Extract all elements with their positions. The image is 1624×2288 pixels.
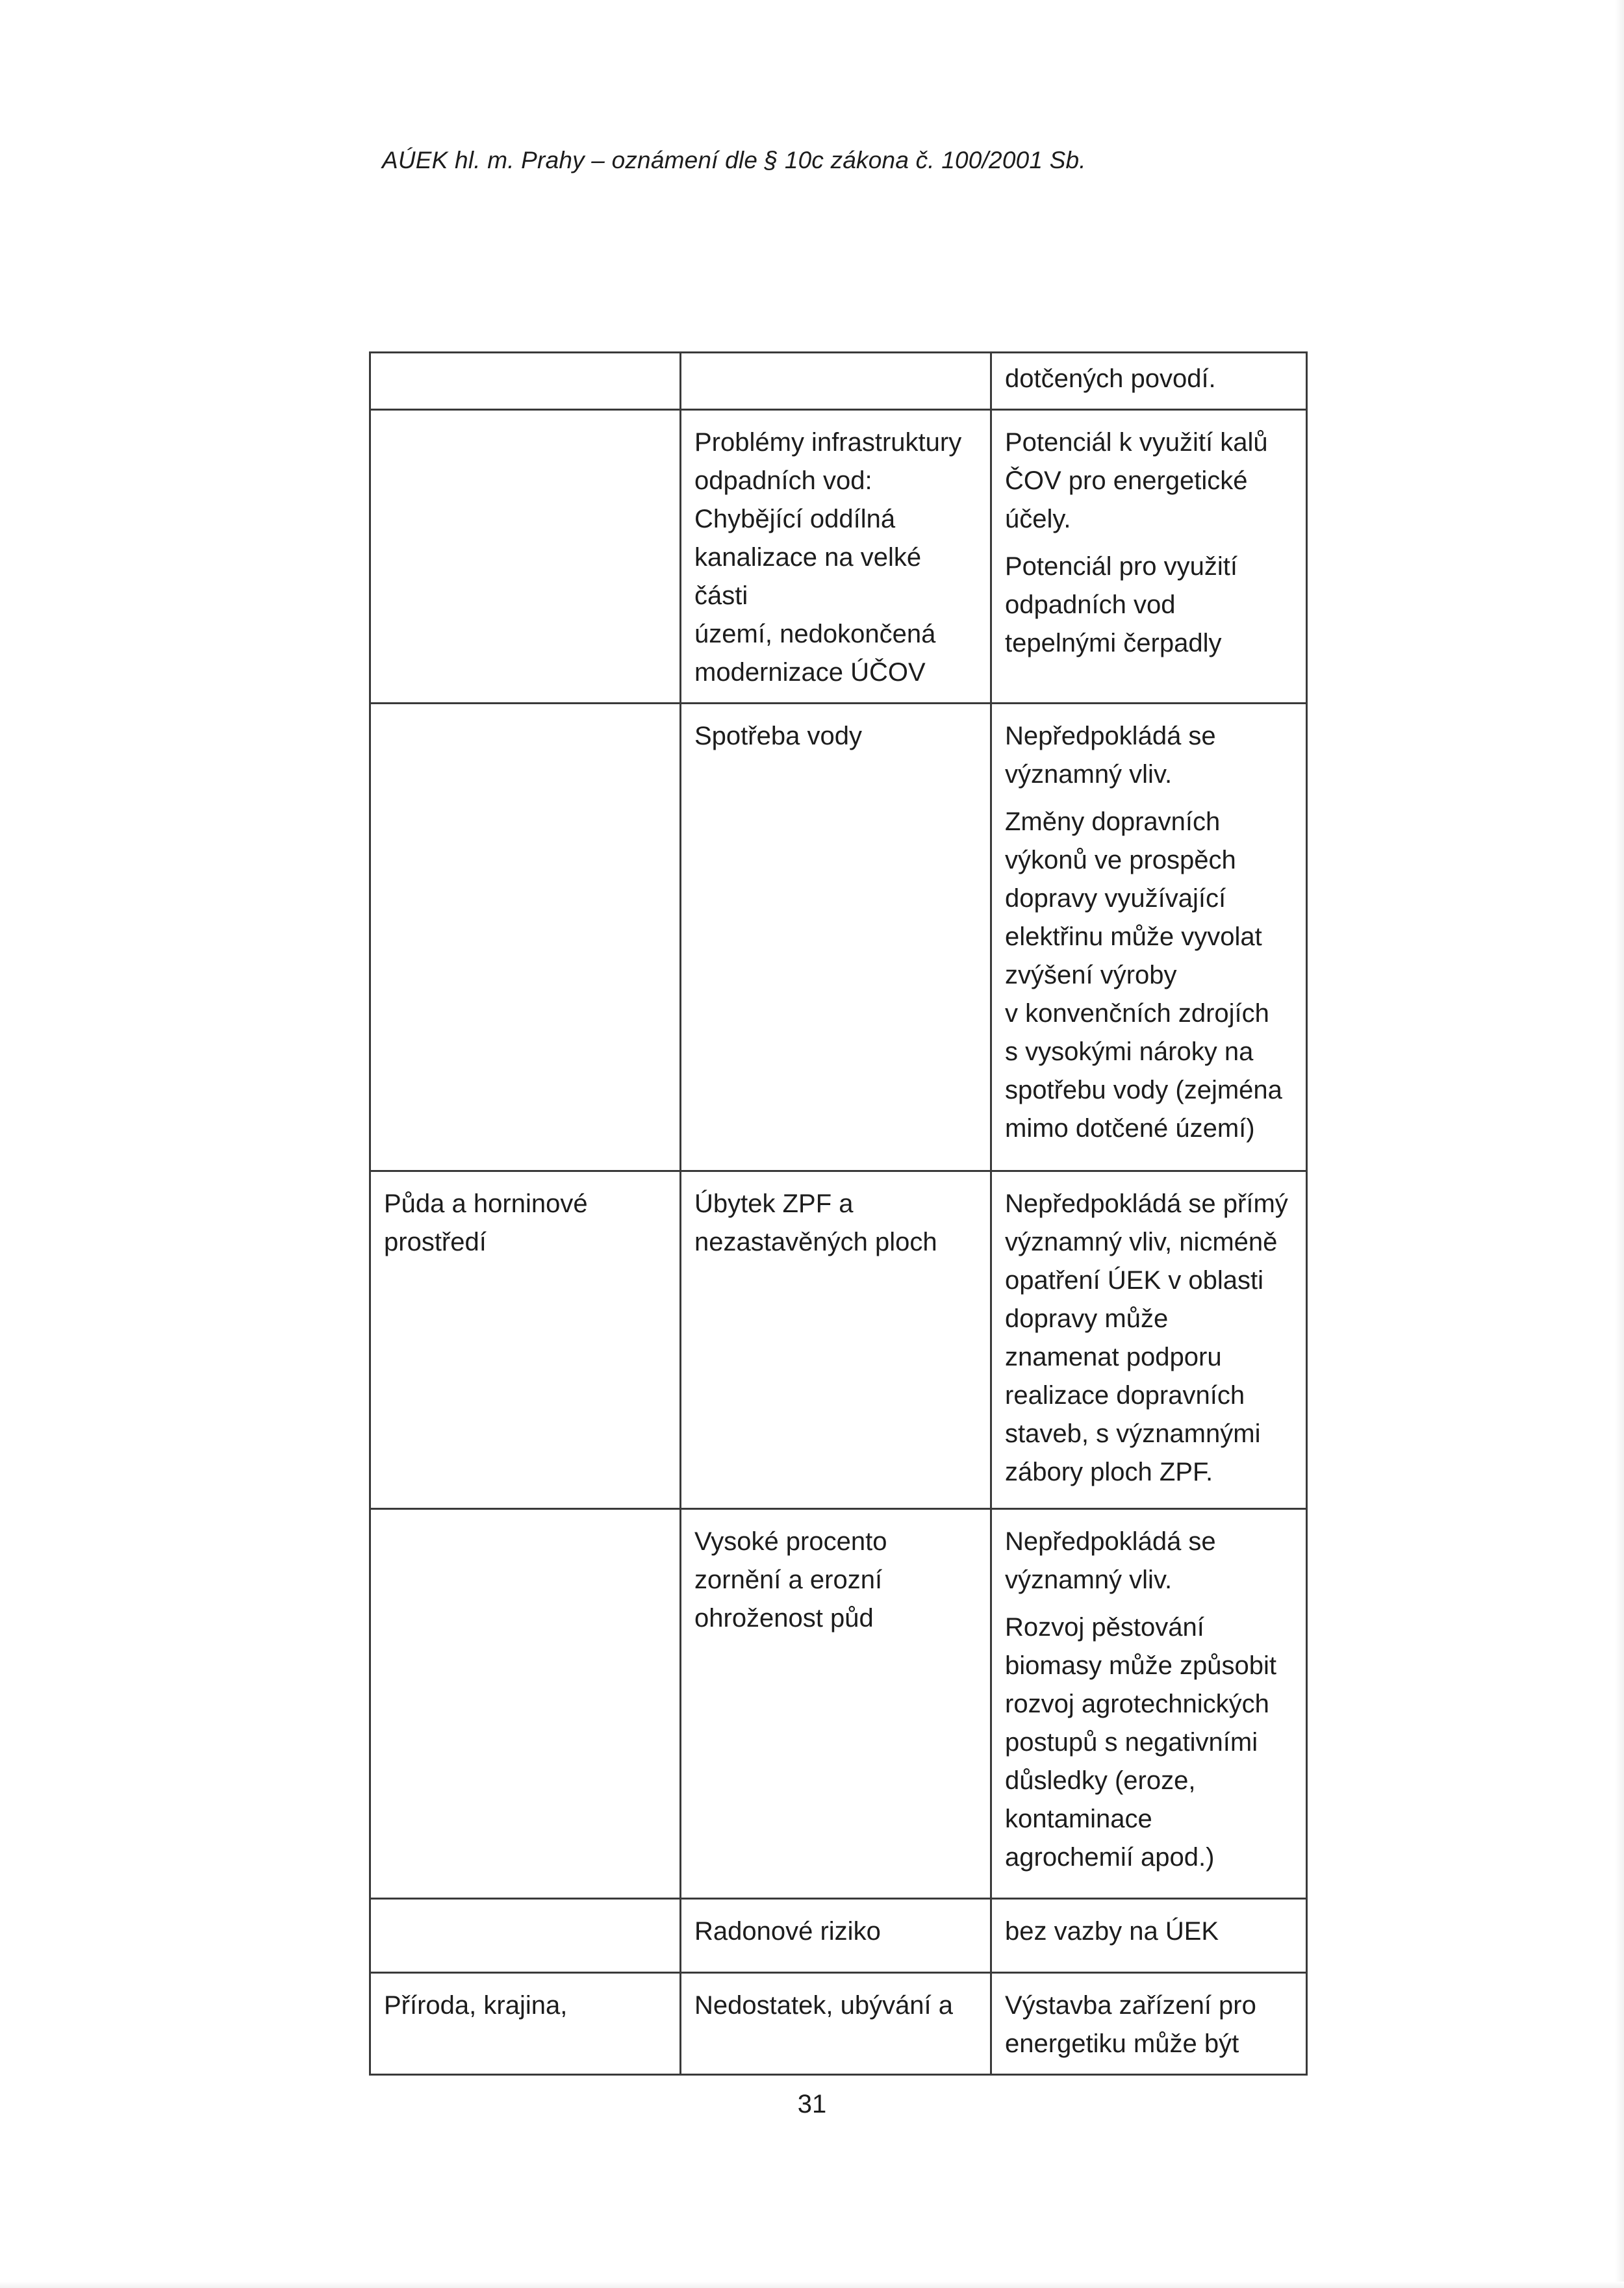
- issue-cell: Problémy infrastruktury odpadních vod: Chybějící oddílná kanalizace na velké části území, nedokončená modernizace ÚČOV: [681, 410, 991, 704]
- area-cell: [370, 1899, 681, 1973]
- impact-cell: Nepředpokládá se významný vliv. Rozvoj pěstování biomasy může způsobit rozvoj agrotechnických postupů s negativními důsledky (eroze, kontaminace agrochemií apod.): [991, 1509, 1307, 1899]
- issue-cell: Vysoké procento zornění a erozní ohroženost půd: [681, 1509, 991, 1899]
- impact-cell: Potenciál k využití kalů ČOV pro energetické účely. Potenciál pro využití odpadních vod tepelnými čerpadly: [991, 410, 1307, 704]
- area-cell: [370, 410, 681, 704]
- scan-edge-shadow: [1615, 0, 1624, 2288]
- impact-cell: dotčených povodí.: [991, 353, 1307, 410]
- page-header: AÚEK hl. m. Prahy – oznámení dle § 10c zákona č. 100/2001 Sb.: [382, 147, 1086, 173]
- issue-cell: Úbytek ZPF a nezastavěných ploch: [681, 1171, 991, 1509]
- table-row: [370, 1509, 1307, 1899]
- page-number: 31: [797, 2090, 827, 2118]
- area-cell: [370, 1509, 681, 1899]
- table-row: [370, 1973, 1307, 2075]
- impact-table: [369, 351, 1308, 2076]
- impact-cell: Nepředpokládá se významný vliv. Změny dopravních výkonů ve prospěch dopravy využívající elektřinu může vyvolat zvýšení výroby v konvenčních zdrojích s vysokými nároky na spotřebu vody (zejména mimo dotčené území): [991, 704, 1307, 1171]
- table-row: [370, 410, 1307, 704]
- table-row: [370, 353, 1307, 410]
- issue-cell: Spotřeba vody: [681, 704, 991, 1171]
- issue-cell: [681, 353, 991, 410]
- issue-cell: Nedostatek, ubývání a: [681, 1973, 991, 2075]
- table-row: [370, 1171, 1307, 1509]
- scan-bottom-shadow: [0, 2282, 1624, 2288]
- impact-cell: Výstavba zařízení pro energetiku může být: [991, 1973, 1307, 2075]
- issue-cell: Radonové riziko: [681, 1899, 991, 1973]
- area-cell: Půda a horninové prostředí: [370, 1171, 681, 1509]
- impact-cell: Nepředpokládá se přímý významný vliv, nicméně opatření ÚEK v oblasti dopravy může znamenat podporu realizace dopravních staveb, s významnými zábory ploch ZPF.: [991, 1171, 1307, 1509]
- table-row: [370, 1899, 1307, 1973]
- table-row: [370, 704, 1307, 1171]
- area-cell: Příroda, krajina,: [370, 1973, 681, 2075]
- area-cell: [370, 704, 681, 1171]
- area-cell: [370, 353, 681, 410]
- impact-cell: bez vazby na ÚEK: [991, 1899, 1307, 1973]
